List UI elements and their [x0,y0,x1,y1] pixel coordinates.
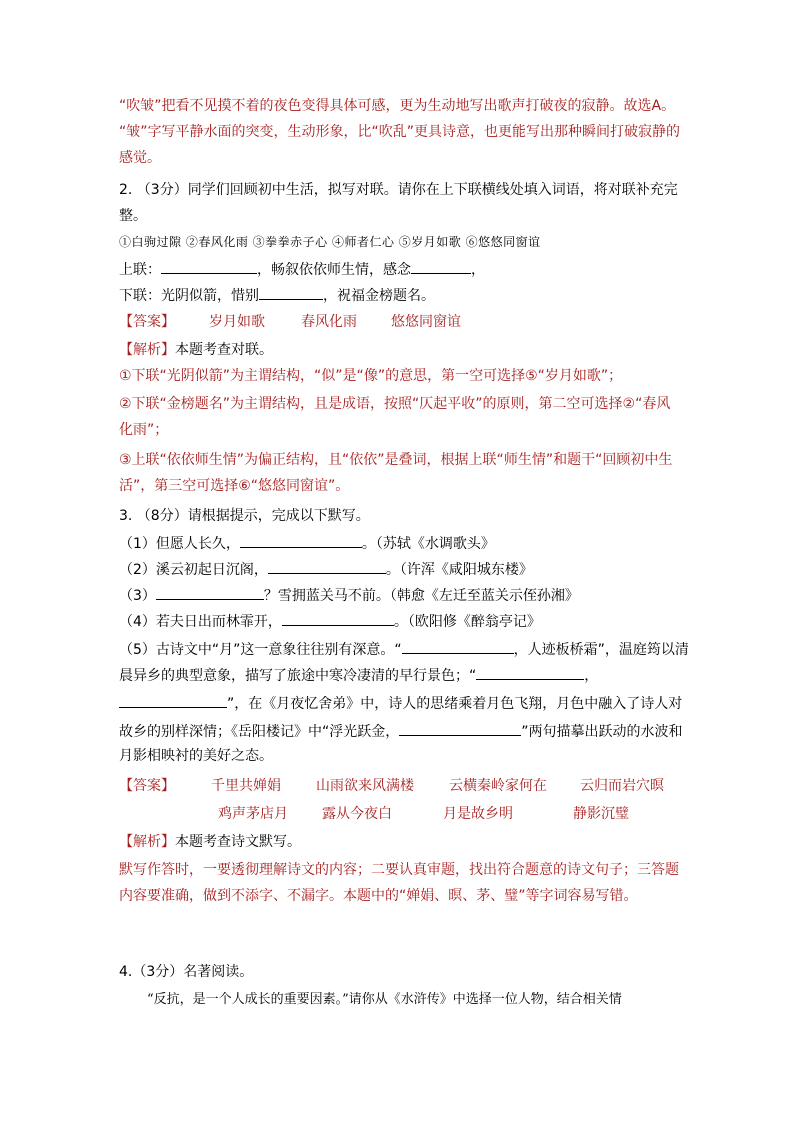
q2-answer-2: 春风化雨 [301,314,357,330]
q2-analysis-3b: 活”，第三空可选择⑥“悠悠同窗谊”。 [119,478,350,494]
q3-blank-5[interactable] [402,638,514,654]
q2-stem-line-1: 2. （3分）同学们回顾初中生活，拟写对联。请你在上下联横线处填入词语，将对联补充完 [119,182,678,198]
q3-answer-4: 云归而岩穴暝 [580,778,664,794]
q2-upper-middle: ，畅叙依依师生情，感念 [257,262,411,278]
q2-analysis-1: ①下联“光阴似箭”为主谓结构，“似”是“像”的意思，第一空可选择⑤“岁月如歌”； [119,368,623,384]
intro-line-3: 感觉。 [119,150,161,166]
q3-blank-2[interactable] [268,558,386,574]
q3-answer-2: 山雨欲来风满楼 [316,778,414,794]
q2-analysis-2a: ②下联“金榜题名”为主谓结构，且是成语，按照“仄起平收”的原则，第二空可选择②“春风 [119,396,671,412]
q3-item-1-prompt: （1）但愿人长久， [119,536,240,552]
q3-answer-5: 鸡声茅店月 [218,806,288,822]
q4-quote: “反抗，是一个人成长的重要因素。”请你从《水浒传》中选择一位人物，结合相关情 [147,992,622,1007]
q3-analysis-label: 【解析】 [119,834,175,850]
q3-item-5-line-5: 月影相映衬的美好之态。 [119,748,273,764]
q2-options: ①白驹过隙 ②春风化雨 ③拳拳赤子心 ④师者仁心 ⑤岁月如歌 ⑥悠悠同窗谊 [119,235,541,249]
q3-analysis-text: 本题考查诗文默写。 [175,834,301,850]
q3-item-3 [119,584,679,606]
q3-item-2-source: 。（许浑《咸阳城东楼》 [385,562,533,578]
q3-blank-8[interactable] [399,720,521,736]
q3-blank-1[interactable] [240,532,362,548]
q3-item-5-text-f: 故乡的别样深情；《岳阳楼记》中“浮光跃金， [119,724,400,740]
q3-analysis-1: 默写作答时，一要透彻理解诗文的内容；二要认真审题，找出符合题意的诗文句子；三答题 [119,862,679,878]
q2-answer-row [119,312,679,332]
q3-answer-3: 云横秦岭家何在 [449,778,547,794]
q3-item-2-prompt: （2）溪云初起日沉阁， [119,562,268,578]
q3-item-4-source: 。（欧阳修《醉翁亭记》 [393,614,541,630]
q3-item-4-prompt: （4）若夫日出而林霏开， [119,614,282,630]
q2-lower-end: ，祝福金榜题名。 [323,288,435,304]
q2-lower-couplet [119,284,679,306]
q3-item-3-source: ？雪拥蓝关马不前。（韩愈《左迁至蓝关示侄孙湘》 [263,588,579,604]
q3-answer-6: 露从今夜白 [322,806,392,822]
q3-answer-row-1 [119,776,679,796]
q3-item-1 [119,532,679,554]
q3-item-5-text-d: ， [584,668,599,684]
q3-item-5-line-1 [119,638,689,660]
q2-blank-1[interactable] [161,258,257,274]
q3-blank-4[interactable] [282,610,394,626]
q2-answer-label: 【答案】 [119,314,175,330]
q3-item-5-text-b: ，人迹板桥霜”，温庭筠以清 [513,642,689,658]
q2-answer-1: 岁月如歌 [209,314,265,330]
q3-answer-8: 静影沉璧 [573,806,629,822]
q3-answer-1: 千里共婵娟 [211,778,281,794]
q2-answer-3: 悠悠同窗谊 [391,314,461,330]
q3-item-2 [119,558,679,580]
q2-blank-3[interactable] [411,258,471,274]
q3-item-5-text-a: （5）古诗文中“月”这一意象往往别有深意。“ [119,642,402,658]
q3-blank-7[interactable] [119,692,227,708]
q3-item-5-line-4 [119,720,683,742]
q2-analysis-3a: ③上联“依依师生情”为偏正结构，且“依依”是叠词，根据上联“师生情”和题干“回顾初中生 [119,452,673,468]
q3-item-3-prompt: （3） [119,588,156,604]
q3-answer-7: 月是故乡明 [443,806,513,822]
intro-line-1: “吹皱”把看不见摸不着的夜色变得具体可感，更为生动地写出歌声打破夜的寂静。故选A。 [119,98,676,114]
q3-item-5-text-c: 晨异乡的典型意象，描写了旅途中寒冷凄清的早行景色；“ [119,668,477,684]
q3-blank-3[interactable] [156,584,264,600]
q3-analysis-2: 内容要准确，做到不添字、不漏字。本题中的“婵娟、暝、茅、璧”等字词容易写错。 [119,888,638,904]
q3-item-1-source: 。（苏轼《水调歌头》 [361,536,495,552]
q3-item-5-text-e: ”，在《月夜忆舍弟》中，诗人的思绪乘着月色飞翔，月色中融入了诗人对 [227,696,683,712]
q2-upper-end: ， [471,262,485,278]
q2-stem-line-2: 整。 [119,208,147,224]
q2-analysis-text: 本题考查对联。 [175,342,273,358]
q2-analysis-2b: 化雨”； [119,422,169,438]
q2-lower-start: 下联：光阴似箭，惜别 [119,288,259,304]
q2-analysis-label: 【解析】 [119,342,175,358]
q3-item-4 [119,610,679,632]
intro-line-2: “皱”字写平静水面的突变，生动形象，比“吹乱”更具诗意，也更能写出那种瞬间打破寂静的 [119,124,681,140]
q2-upper-couplet [119,258,679,280]
q3-item-5-line-2 [119,664,679,686]
q2-upper-label: 上联： [119,262,161,278]
q3-answer-label: 【答案】 [119,778,175,794]
q3-analysis-heading [119,832,679,852]
q3-blank-6[interactable] [476,664,584,680]
q3-item-5-line-3 [119,692,683,714]
q3-stem: 3. （8分）请根据提示，完成以下默写。 [119,508,370,524]
q2-analysis-heading [119,340,679,360]
q2-blank-2[interactable] [259,284,323,300]
q3-item-5-text-g: ”两句描摹出跃动的水波和 [521,724,683,740]
q4-stem: 4.（3分）名著阅读。 [119,964,254,980]
